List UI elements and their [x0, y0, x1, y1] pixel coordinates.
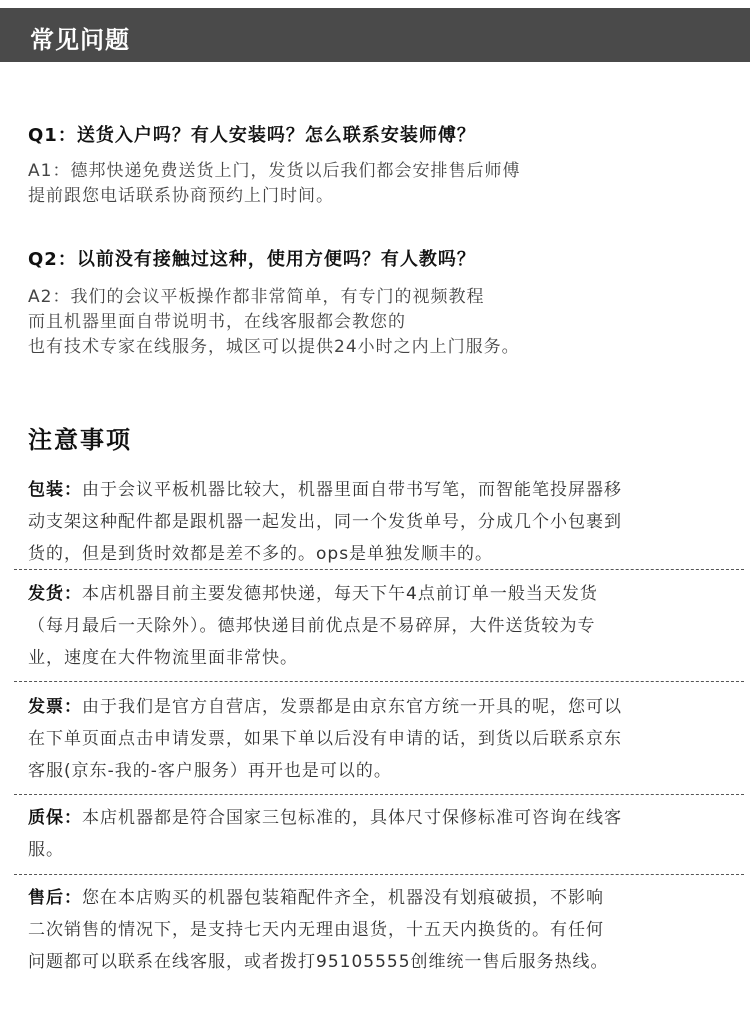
- note-text: 问题都可以联系在线客服，或者拨打95105555创维统一售后服务热线。: [28, 952, 609, 972]
- divider: [14, 874, 744, 875]
- note-text: 本店机器都是符合国家三包标准的，具体尺寸保修标准可咨询在线客: [82, 808, 622, 828]
- note-after-sales: [28, 882, 722, 978]
- note-text: 您在本店购买的机器包装箱配件齐全，机器没有划痕破损，不影响: [82, 888, 604, 908]
- note-label: 包装：: [28, 480, 82, 500]
- note-text: （每月最后一天除外）。德邦快递目前优点是不易碎屏，大件送货较为专: [28, 616, 596, 636]
- faq-answer-line: 提前跟您电话联系协商预约上门时间。: [28, 186, 334, 206]
- note-text: 在下单页面点击申请发票，如果下单以后没有申请的话，到货以后联系京东: [28, 729, 622, 749]
- page-title: 常见问题: [30, 26, 130, 54]
- note-label: 质保：: [28, 808, 82, 828]
- faq-answer-line: A2：我们的会议平板操作都非常简单，有专门的视频教程: [28, 287, 485, 307]
- divider: [14, 569, 744, 570]
- note-label: 发票：: [28, 697, 82, 717]
- note-text: 客服(京东-我的-客户服务）再开也是可以的。: [28, 761, 392, 781]
- faq-question-2: Q2：以前没有接触过这种，使用方便吗？有人教吗？: [28, 249, 476, 270]
- note-text: 由于会议平板机器比较大，机器里面自带书写笔，而智能笔投屏器移: [82, 480, 622, 500]
- header-bar: [0, 8, 750, 62]
- note-text: 由于我们是官方自营店，发票都是由京东官方统一开具的呢，您可以: [82, 697, 622, 717]
- faq-question-1: Q1：送货入户吗？有人安装吗？怎么联系安装师傅？: [28, 125, 476, 146]
- divider: [14, 794, 744, 795]
- note-text: 动支架这种配件都是跟机器一起发出，同一个发货单号，分成几个小包裹到: [28, 512, 622, 532]
- faq-answer-1: [28, 159, 520, 209]
- faq-answer-line: 而且机器里面自带说明书，在线客服都会教您的: [28, 312, 406, 332]
- faq-answer-line: 也有技术专家在线服务，城区可以提供24小时之内上门服务。: [28, 337, 520, 357]
- note-warranty: [28, 802, 722, 866]
- note-text: 货的，但是到货时效都是差不多的。ops是单独发顺丰的。: [28, 544, 494, 564]
- note-text: 二次销售的情况下，是支持七天内无理由退货，十五天内换货的。有任何: [28, 920, 604, 940]
- note-text: 本店机器目前主要发德邦快递，每天下午4点前订单一般当天发货: [82, 584, 598, 604]
- divider: [14, 681, 744, 682]
- note-invoice: [28, 691, 722, 787]
- faq-answer-line: A1：德邦快递免费送货上门，发货以后我们都会安排售后师傅: [28, 161, 521, 181]
- notes-title: 注意事项: [28, 426, 132, 454]
- note-shipping: [28, 578, 722, 674]
- faq-answer-2: [28, 285, 520, 360]
- note-packaging: [28, 474, 722, 570]
- note-label: 售后：: [28, 888, 82, 908]
- note-text: 业，速度在大件物流里面非常快。: [28, 648, 298, 668]
- note-label: 发货：: [28, 584, 82, 604]
- note-text: 服。: [28, 840, 64, 860]
